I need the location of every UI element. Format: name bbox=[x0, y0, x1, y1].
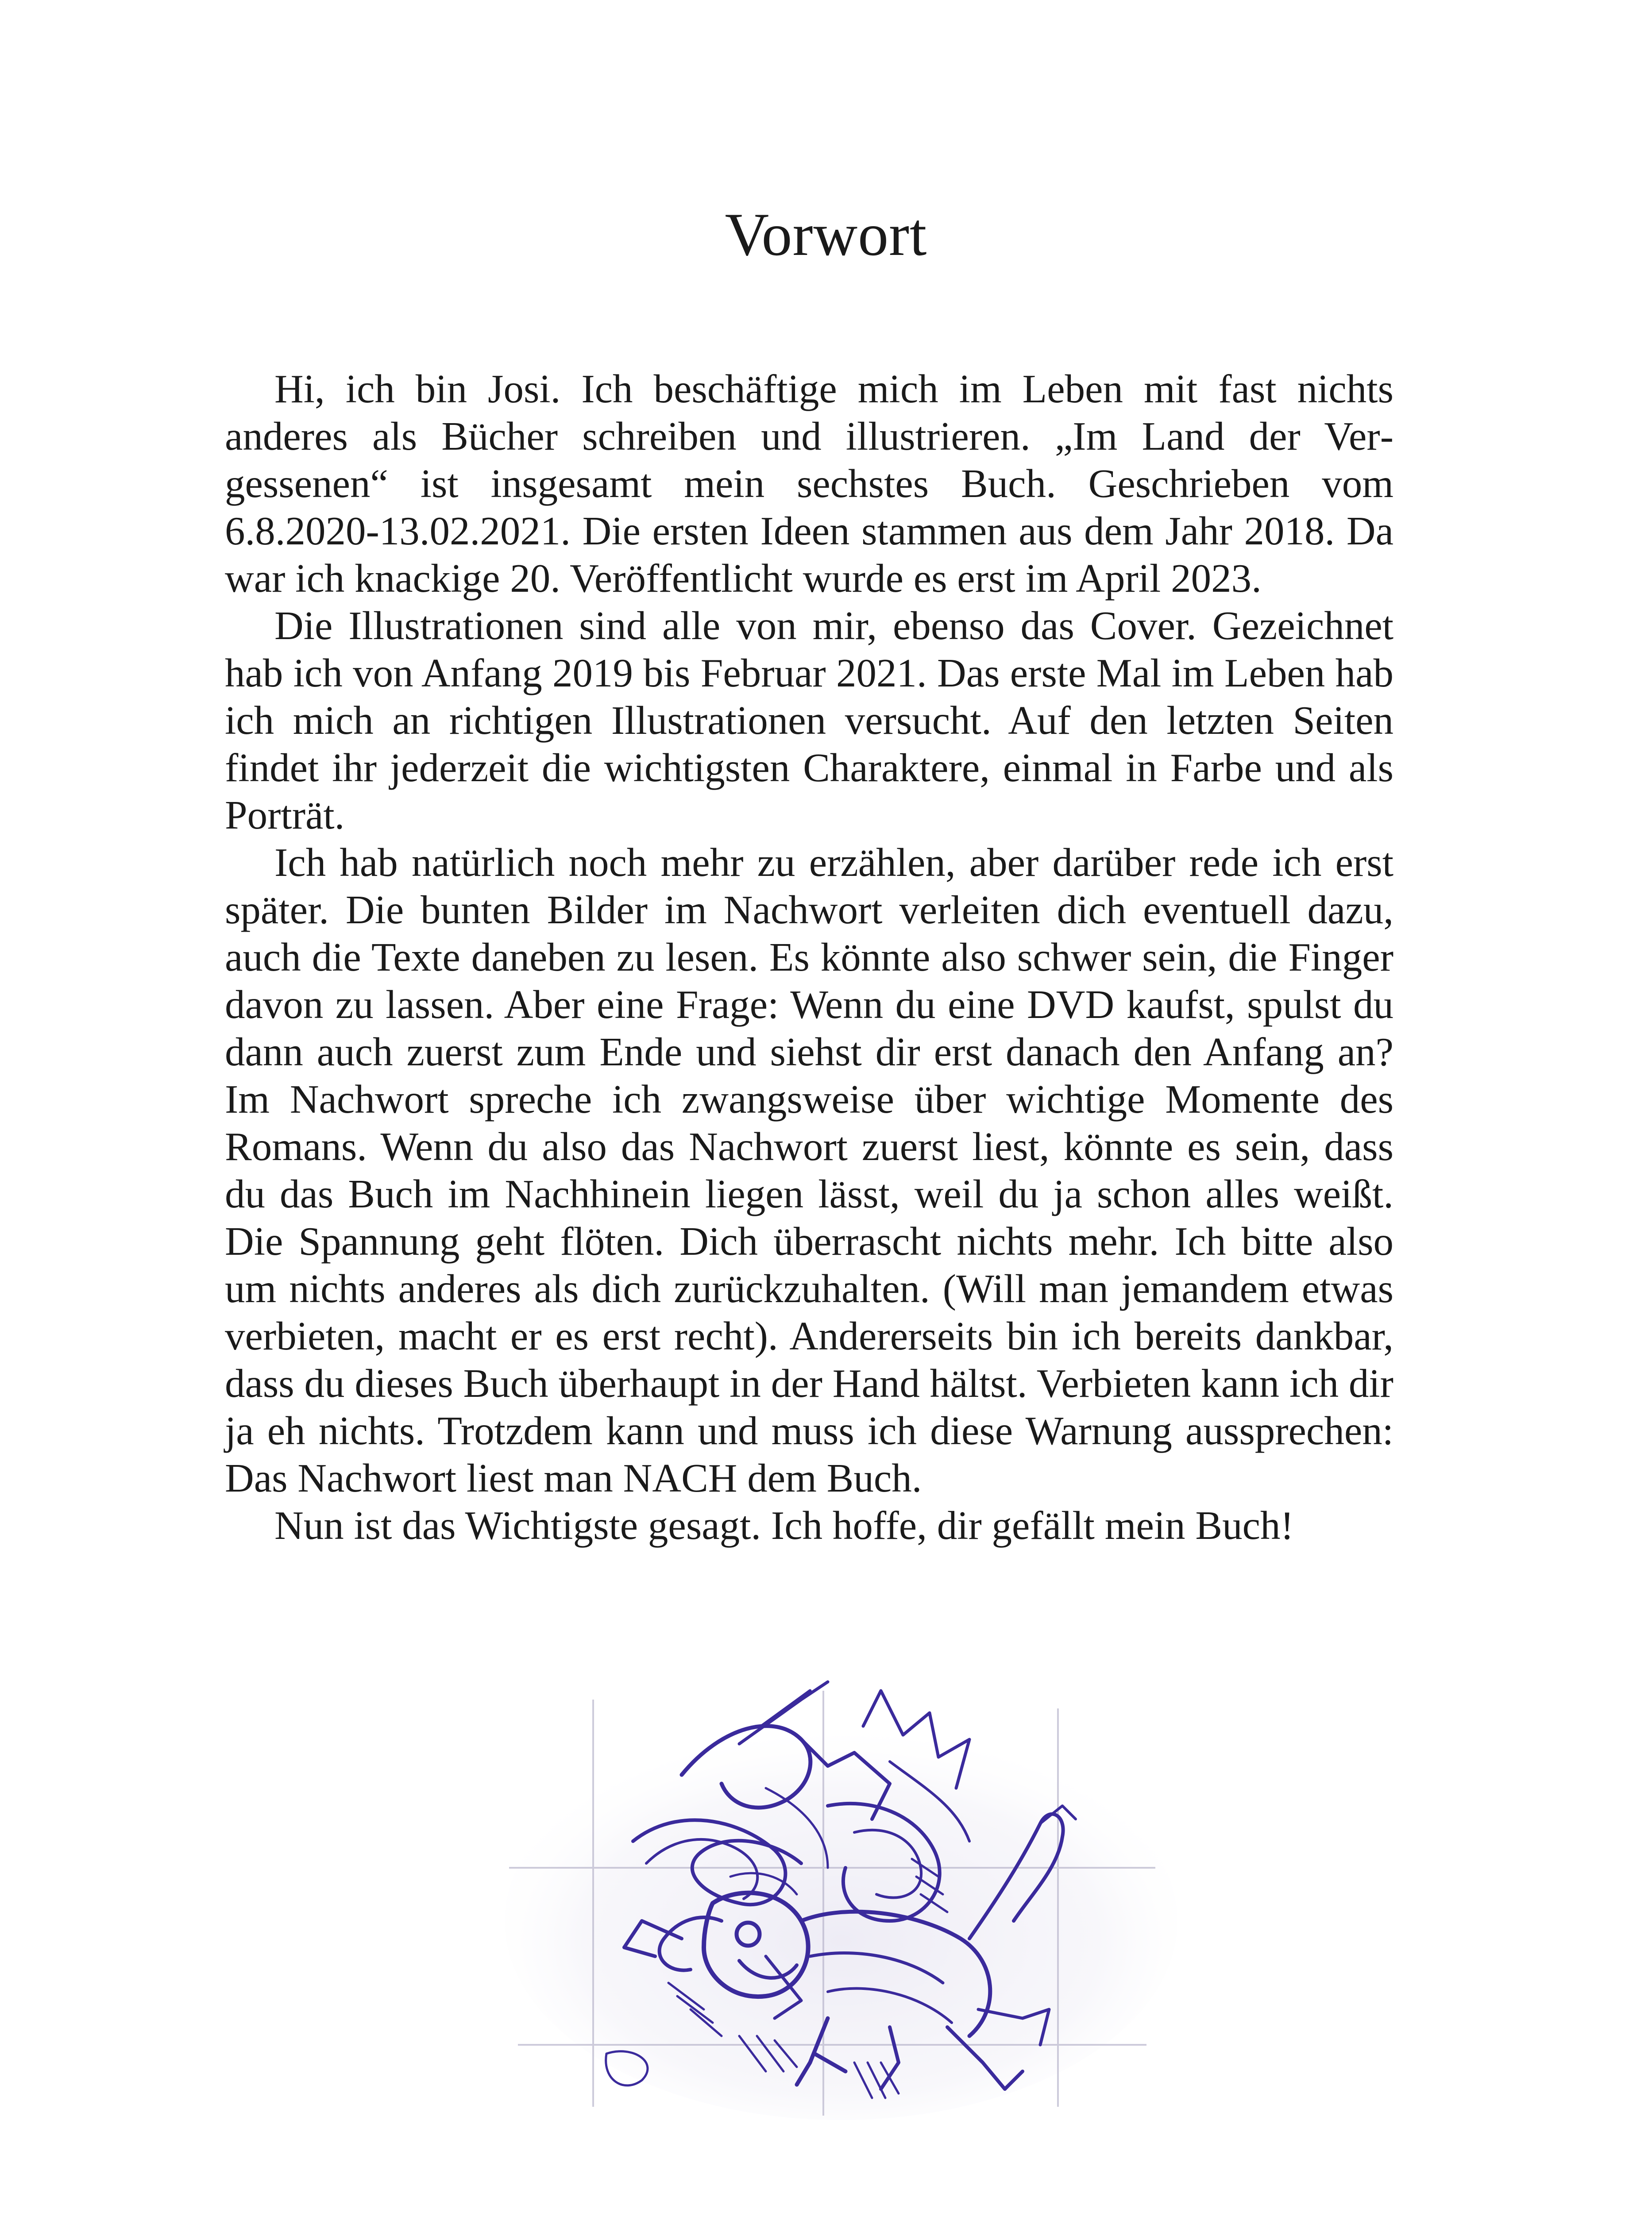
paragraph-2: Die Illustrationen sind alle von mir, ebenso das Cover. Gezeichnet hab ich von Anfang 2019 bis Februar 2021. Das erste Mal im Leben hab ich mich an richtigen Illustrationen versucht. Auf den letzten Seiten findet ihr jederzeit die wichtigsten Charaktere, einmal in Farbe und als Porträt. bbox=[225, 603, 1393, 837]
ink-sketch-creature-illustration bbox=[491, 1673, 1182, 2120]
paragraph-1: Hi, ich bin Josi. Ich beschäftige mich im Leben mit fast nichts anderes als Bücher schreiben und illustrieren. „Im Land der Vergessenen“ ist insgesamt mein sechstes Buch. Geschrieben vom 6.8.2020-13.02.2021. Die ersten Ideen stammen aus dem Jahr 2018. Da war ich knackige 20. Veröffentlicht wurde es erst im April 2023. bbox=[225, 366, 1393, 601]
page-title: Vorwort bbox=[725, 200, 927, 268]
paragraph-4: Nun ist das Wichtigste gesagt. Ich hoffe, dir gefällt mein Buch! bbox=[274, 1503, 1294, 1548]
paragraph-3: Ich hab natürlich noch mehr zu erzählen, aber darüber rede ich erst später. Die bunten Bilder im Nachwort verleiten dich eventuell dazu, auch die Texte daneben zu lesen. Es könnte also schwer sein, die Finger davon zu lassen. Aber eine Frage: Wenn du eine DVD kaufst, spulst du dann auch zuerst zum Ende und siehst dir erst danach den Anfang an? Im Nachwort spreche ich zwangsweise über wichtige Momente des Romans. Wenn du also das Nachwort zuerst liest, könnte es sein, dass du das Buch im Nachhinein liegen lässt, weil du ja schon alles weißt. Die Spannung geht flöten. Dich überrascht nichts mehr. Ich bitte also um nichts anderes als dich zurückzuhalten. (Will man jemandem etwas verbieten, macht er es erst recht). Andererseits bin ich bereits dankbar, dass du dieses Buch überhaupt in der Hand hältst. Verbieten kann ich dir ja eh nichts. Trotzdem kann und muss ich diese Warnung aussprechen: Das Nachwort liest man NACH dem Buch. bbox=[225, 840, 1393, 1500]
foreword-text bbox=[225, 365, 1393, 1549]
